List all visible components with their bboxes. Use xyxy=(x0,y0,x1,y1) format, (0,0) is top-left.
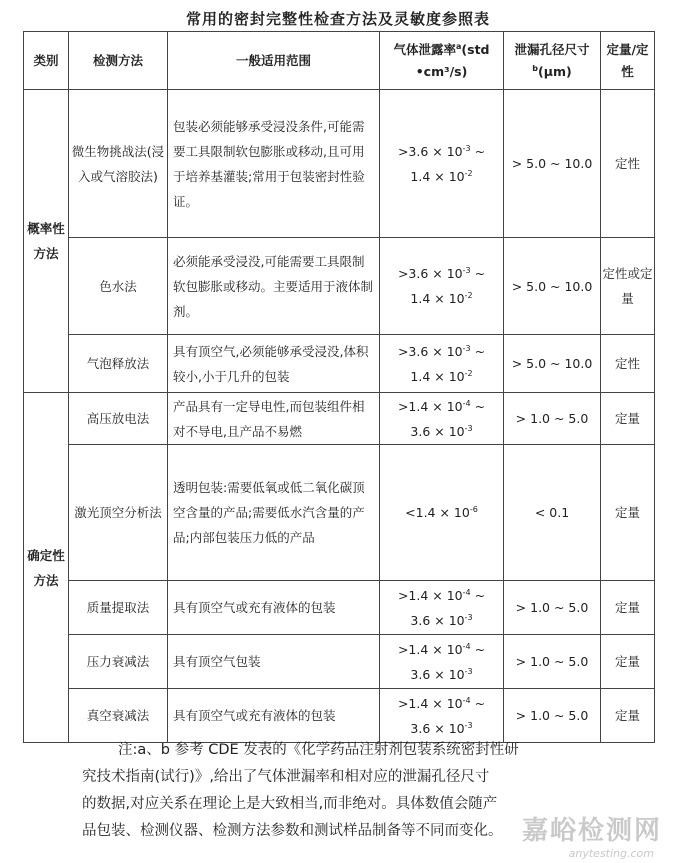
footnote-line: 的数据,对应关系在理论上是大致相当,而非绝对。具体数值会随产 xyxy=(82,796,498,812)
leak-rate-cell: $>1.4 \times 10^{-4}$ ~ $3.6 \times 10^{-3}$ xyxy=(380,581,504,635)
header-leak-rate: 气体泄露率$^a$(std •cm³/s) xyxy=(380,32,504,90)
scope-cell: 具有顶空气或充有液体的包装 xyxy=(168,581,380,635)
watermark-url: anytesting.com xyxy=(568,847,654,860)
footnote-line: 究技术指南(试行)》,给出了气体泄漏率和相对应的泄漏孔径尺寸 xyxy=(82,769,490,785)
table-row xyxy=(24,90,655,238)
leak-rate-cell: $>1.4 \times 10^{-4}$ ~ $3.6 \times 10^{-3}$ xyxy=(380,689,504,743)
leak-rate-cell: $>3.6 \times 10^{-3}$ ~ $1.4 \times 10^{-2}$ xyxy=(380,335,504,393)
footnote-line: 注:a、b 参考 CDE 发表的《化学药品注射剂包装系统密封性研 xyxy=(118,742,519,758)
scope-cell: 具有顶空气或充有液体的包装 xyxy=(168,689,380,743)
hole-size-cell: > 5.0 ~ 10.0 xyxy=(504,335,601,393)
leak-rate-cell: $>1.4 \times 10^{-4}$ ~ $3.6 \times 10^{-3}$ xyxy=(380,393,504,445)
scope-cell: 具有顶空气包装 xyxy=(168,635,380,689)
table-row xyxy=(24,393,655,445)
hole-size-cell: > 1.0 ~ 5.0 xyxy=(504,635,601,689)
leak-rate-cell: $>1.4 \times 10^{-4}$ ~ $3.6 \times 10^{-3}$ xyxy=(380,635,504,689)
qual-cell: 定量 xyxy=(601,445,655,581)
table-row xyxy=(24,238,655,335)
qual-cell: 定量 xyxy=(601,689,655,743)
hole-size-cell: > 1.0 ~ 5.0 xyxy=(504,581,601,635)
leak-rate-cell: $>3.6 \times 10^{-3}$ ~ $1.4 \times 10^{-2}$ xyxy=(380,238,504,335)
header-category: 类别 xyxy=(24,32,69,90)
qual-cell: 定量 xyxy=(601,581,655,635)
scope-cell: 具有顶空气,必须能够承受浸没,体积较小,小于几升的包装 xyxy=(168,335,380,393)
footnote-line: 品包装、检测仪器、检测方法参数和测试样品制备等不同而变化。 xyxy=(82,823,503,839)
header-qual: 定量/定性 xyxy=(601,32,655,90)
scope-cell: 透明包装:需要低氧或低二氧化碳顶空含量的产品;需要低水汽含量的产品;内部包装压力低的产品 xyxy=(168,445,380,581)
leak-rate-cell: $>3.6 \times 10^{-3}$ ~ $1.4 \times 10^{-2}$ xyxy=(380,90,504,238)
qual-cell: 定性或定量 xyxy=(601,238,655,335)
reference-table xyxy=(23,31,655,743)
qual-cell: 定量 xyxy=(601,393,655,445)
header-scope: 一般适用范围 xyxy=(168,32,380,90)
table-row xyxy=(24,689,655,743)
method-cell: 压力衰减法 xyxy=(69,635,168,689)
qual-cell: 定量 xyxy=(601,635,655,689)
header-row xyxy=(24,32,655,90)
hole-size-cell: > 1.0 ~ 5.0 xyxy=(504,689,601,743)
hole-size-cell: > 5.0 ~ 10.0 xyxy=(504,90,601,238)
leak-rate-cell: $<1.4 \times 10^{-6}$ xyxy=(380,445,504,581)
method-cell: 气泡释放法 xyxy=(69,335,168,393)
scope-cell: 包装必须能够承受浸没条件,可能需要工具限制软包膨胀或移动,且可用于培养基灌装;常用于包装密封性验证。 xyxy=(168,90,380,238)
scope-cell: 必须能承受浸没,可能需要工具限制软包膨胀或移动。主要适用于液体制剂。 xyxy=(168,238,380,335)
table-row xyxy=(24,635,655,689)
method-cell: 质量提取法 xyxy=(69,581,168,635)
method-cell: 微生物挑战法(浸入或气溶胶法) xyxy=(69,90,168,238)
header-method: 检测方法 xyxy=(69,32,168,90)
qual-cell: 定性 xyxy=(601,90,655,238)
hole-size-cell: > 5.0 ~ 10.0 xyxy=(504,238,601,335)
hole-size-cell: > 1.0 ~ 5.0 xyxy=(504,393,601,445)
category-deterministic: 确定性方法 xyxy=(24,393,69,743)
method-cell: 真空衰减法 xyxy=(69,689,168,743)
hole-size-cell: < 0.1 xyxy=(504,445,601,581)
method-cell: 高压放电法 xyxy=(69,393,168,445)
method-cell: 色水法 xyxy=(69,238,168,335)
header-hole-size: 泄漏孔径尺寸$^b$(μm) xyxy=(504,32,601,90)
qual-cell: 定性 xyxy=(601,335,655,393)
category-probabilistic: 概率性方法 xyxy=(24,90,69,393)
method-cell: 激光顶空分析法 xyxy=(69,445,168,581)
table-row xyxy=(24,335,655,393)
table-title: 常用的密封完整性检查方法及灵敏度参照表 xyxy=(185,10,490,28)
scope-cell: 产品具有一定导电性,而包装组件相对不导电,且产品不易燃 xyxy=(168,393,380,445)
watermark-logo: 嘉峪检测网 xyxy=(521,816,662,846)
table-row xyxy=(24,445,655,581)
table-row xyxy=(24,581,655,635)
